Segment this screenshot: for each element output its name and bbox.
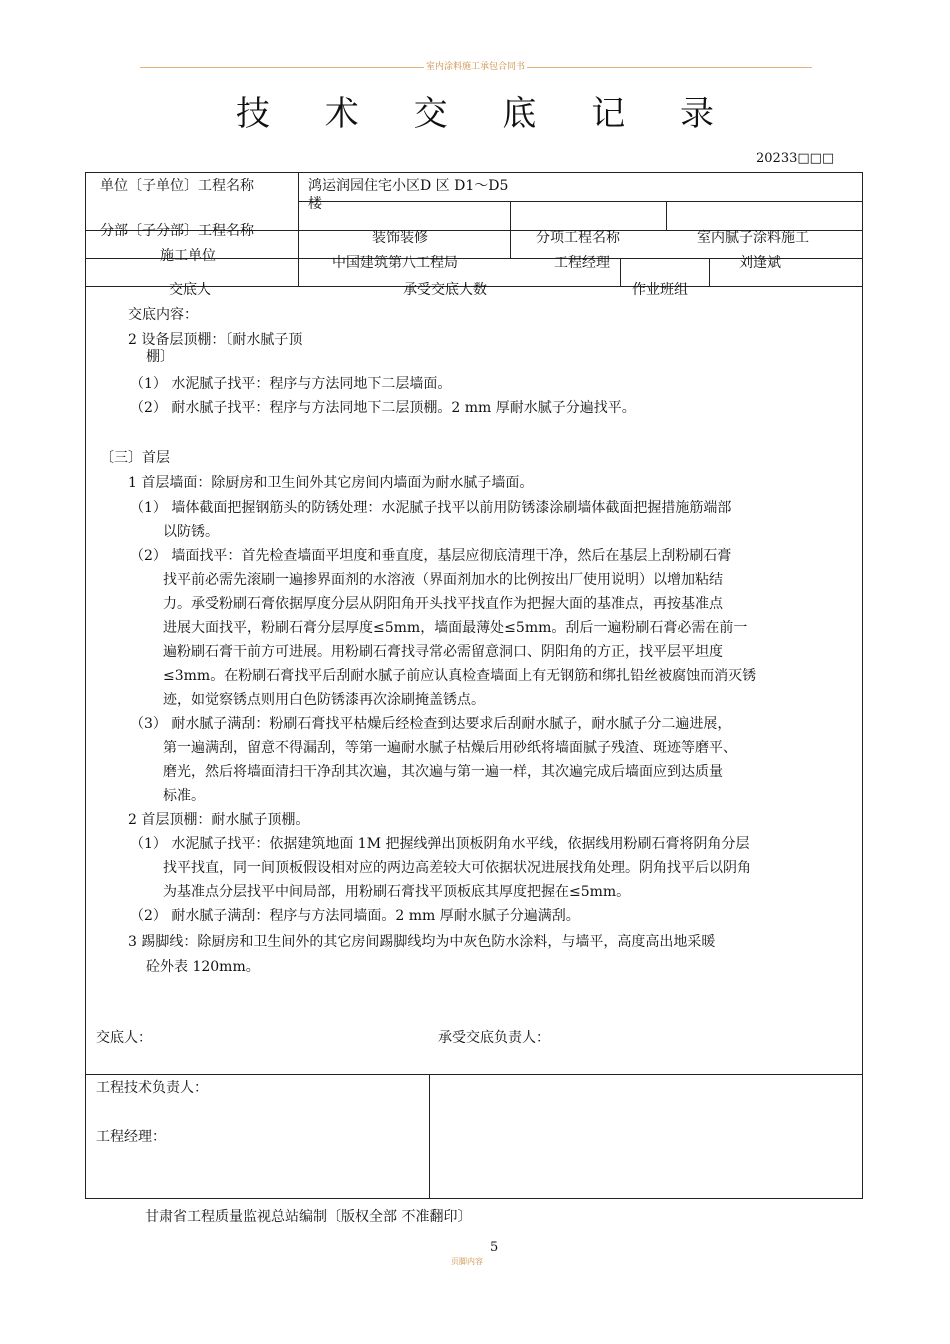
table-col: [709, 258, 710, 286]
table-col: [666, 201, 667, 230]
table-border-left: [85, 172, 86, 1198]
table-col: [429, 1074, 430, 1198]
content-line: 进展大面找平，粉刷石膏分层厚度≤5mm，墙面最薄处≤5mm。刮后一遍粉刷石膏必需在前一: [163, 620, 748, 636]
content-line: 2 首层顶棚：耐水腻子顶棚。: [128, 812, 310, 828]
content-line: 遍粉刷石膏干前方可进展。用粉刷石膏找寻常必需留意洞口、阴阳角的方正，找平层平坦度: [163, 644, 723, 660]
content-line: 找平前必需先滚刷一遍掺界面剂的水溶液（界面剂加水的比例按出厂使用说明）以增加粘结: [163, 572, 723, 588]
content-line: 为基准点分层找平中间局部，用粉刷石膏找平顶板底其厚度把握在≤5mm。: [163, 884, 631, 900]
construction-unit-label: 施工单位: [160, 248, 216, 264]
signature-receiver-lead: 承受交底负责人：: [438, 1030, 550, 1046]
content-line: 2 设备层顶棚：〔耐水腻子顶: [128, 332, 303, 348]
table-border-top: [85, 172, 863, 173]
publisher-note: 甘肃省工程质量监视总站编制〔版权全部 不准翻印〕: [145, 1209, 472, 1225]
table-rule: [298, 201, 863, 202]
content-line: （2） 耐水腻子满刮：程序与方法同墙面。2 mm 厚耐水腻子分遍满刮。: [130, 908, 580, 924]
content-line: 以防锈。: [163, 524, 219, 540]
manager-label: 工程经理: [554, 255, 610, 271]
discloser-label: 交底人: [169, 282, 211, 298]
content-line: 〔三〕首层: [100, 450, 170, 466]
content-line: 迹，如觉察锈点则用白色防锈漆再次涂刷掩盖锈点。: [163, 692, 485, 708]
item-project-label: 分项工程名称: [536, 230, 620, 246]
receivers-count-label: 承受交底人数: [403, 282, 487, 298]
content-line: 第一遍满刮，留意不得漏刮，等第一遍耐水腻子枯燥后用砂纸将墙面腻子残渣、斑迹等磨平、: [163, 740, 737, 756]
content-heading: 交底内容：: [128, 307, 198, 323]
signature-project-manager: 工程经理：: [96, 1129, 166, 1145]
table-col: [620, 258, 621, 286]
content-line: （2） 墙面找平：首先检查墙面平坦度和垂直度，基层应彻底清理干净，然后在基层上刮粉刷石膏: [130, 548, 732, 564]
content-line: （1） 水泥腻子找平：程序与方法同地下二层墙面。: [130, 376, 452, 392]
sub-project-value: 装饰装修: [372, 230, 428, 246]
content-line: （2） 耐水腻子找平：程序与方法同地下二层顶棚。2 mm 厚耐水腻子分遍找平。: [130, 400, 636, 416]
page-number: 5: [490, 1240, 499, 1255]
table-border-right: [862, 172, 863, 1198]
table-col: [298, 172, 299, 286]
unit-project-value-cont: 楼: [308, 196, 322, 212]
team-label: 作业班组: [632, 282, 688, 298]
content-line: 磨光，然后将墙面清扫干净刮其次遍，其次遍与第一遍一样，其次遍完成后墙面应到达质量: [163, 764, 723, 780]
table-rule: [85, 1074, 863, 1075]
page-footer-label: 页脚内容: [451, 1257, 483, 1266]
table-border-bottom: [85, 1198, 863, 1199]
content-line: 1 首层墙面：除厨房和卫生间外其它房间内墙面为耐水腻子墙面。: [128, 475, 534, 491]
table-col: [510, 201, 511, 258]
item-project-value: 室内腻子涂料施工: [697, 230, 809, 246]
content-line: 棚〕: [146, 349, 174, 365]
content-line: 3 踢脚线：除厨房和卫生间外的其它房间踢脚线均为中灰色防水涂料，与墙平，高度高出地采暖: [128, 934, 716, 950]
date: 20233□□□: [756, 151, 835, 166]
signature-tech-lead: 工程技术负责人：: [96, 1080, 208, 1096]
signature-discloser: 交底人：: [96, 1030, 152, 1046]
content-line: 标准。: [163, 788, 205, 804]
content-line: （1） 水泥腻子找平：依据建筑地面 1M 把握线弹出顶板阴角水平线，依据线用粉刷石膏将阴角分层: [130, 836, 750, 852]
content-line: （1） 墙体截面把握钢筋头的防锈处理：水泥腻子找平以前用防锈漆涂刷墙体截面把握措施筋端部: [130, 500, 732, 516]
construction-unit-value: 中国建筑第八工程局: [332, 255, 458, 271]
unit-project-value: 鸿运润园住宅小区D 区 D1～D5: [308, 178, 509, 194]
manager-value: 刘逢斌: [739, 255, 781, 271]
content-line: ≤3mm。在粉刷石膏找平后刮耐水腻子前应认真检查墙面上有无钢筋和绑扎铅丝被腐蚀而消灭锈: [163, 668, 757, 684]
doc-label: 室内涂料施工承包合同书: [424, 59, 527, 72]
sub-project-label: 分部〔子分部〕工程名称: [100, 223, 254, 239]
unit-project-label: 单位〔子单位〕工程名称: [100, 178, 254, 194]
content-line: 砼外表 120mm。: [146, 959, 260, 975]
page-title: 技 术 交 底 记 录: [235, 94, 737, 134]
content-line: （3） 耐水腻子满刮：粉刷石膏找平枯燥后经检查到达要求后刮耐水腻子，耐水腻子分二遍进展，: [130, 716, 732, 732]
content-line: 找平找直，同一间顶板假设相对应的两边高差较大可依据状况进展找角处理。阴角找平后以阴角: [163, 860, 751, 876]
content-line: 力。承受粉刷石膏依据厚度分层从阴阳角开头找平找直作为把握大面的基准点，再按基准点: [163, 596, 723, 612]
